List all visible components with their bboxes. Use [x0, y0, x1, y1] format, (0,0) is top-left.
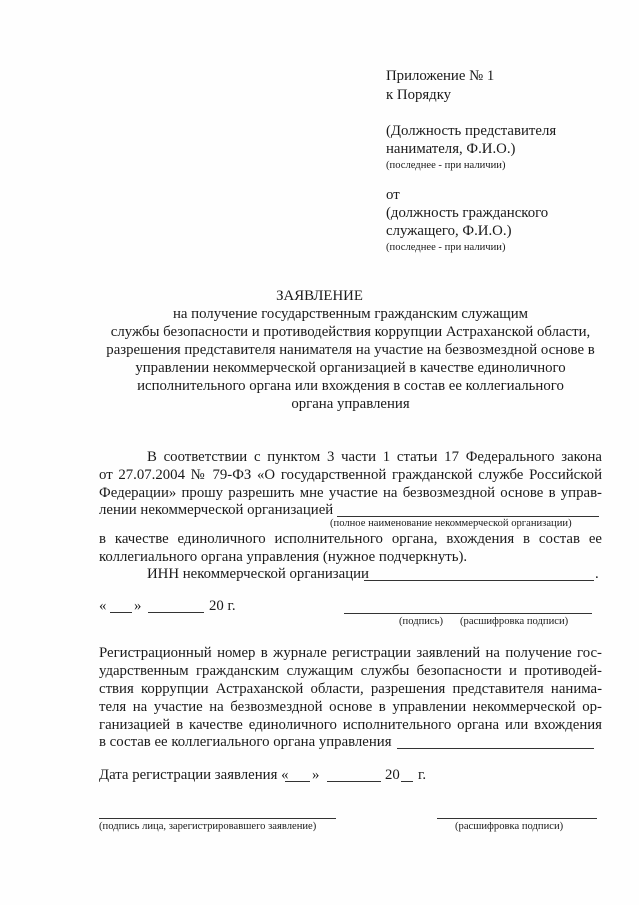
registration-line: ганизацией в качестве единоличного исполнительного органа или вхождения — [99, 717, 602, 733]
statement-line: В соответствии с пунктом 3 части 1 статьи 17 Федерального закона — [147, 449, 602, 465]
inn-end: . — [595, 566, 599, 582]
statement-line: лении некоммерческой организацией — [99, 502, 334, 518]
date-open-quote: « — [99, 598, 107, 614]
title-line: службы безопасности и противодействия коррупции Астраханской области, — [110, 324, 591, 340]
inn-label: ИНН некоммерческой организации — [147, 566, 369, 582]
org-name-note: (полное наименование некоммерческой организации) — [330, 518, 572, 529]
order-reference: к Порядку — [386, 87, 452, 103]
registration-line: теля на участие на безвозмездной основе в управлении некоммерческой ор- — [99, 699, 602, 715]
registration-number-field[interactable] — [397, 748, 594, 749]
statement-line: в качестве единоличного исполнительного органа, вхождения в состав ее — [99, 531, 602, 547]
title-line: разрешения представителя нанимателя на участие на безвозмездной основе в — [106, 342, 595, 358]
registration-date-close-quote: » — [312, 767, 320, 783]
from-label: от — [386, 187, 400, 203]
registration-date-year-end: г. — [418, 767, 427, 783]
registration-date-year: 20 — [385, 767, 400, 783]
registration-day-field[interactable] — [285, 781, 310, 782]
employer-position-line-2: нанимателя, Ф.И.О.) — [386, 141, 516, 157]
registration-line: в состав ее коллегиального органа управления — [99, 734, 392, 750]
registrar-signature-field[interactable] — [99, 818, 336, 819]
registration-year-field[interactable] — [401, 781, 413, 782]
registration-line: ударственным гражданским служащим службы безопасности и противодей- — [99, 663, 602, 679]
title-line: исполнительного органа или вхождения в состав ее коллегиального — [137, 378, 564, 394]
registrar-decoding-note: (расшифровка подписи) — [455, 821, 564, 832]
servant-patronymic-note: (последнее - при наличии) — [386, 242, 506, 253]
employer-position-line-1: (Должность представителя — [386, 123, 557, 139]
servant-position-line-1: (должность гражданского — [386, 205, 549, 221]
date-year: 20 г. — [209, 598, 236, 614]
title-line: управлении некоммерческой организацией в качестве единоличного — [135, 360, 566, 376]
date-close-quote: » — [134, 598, 142, 614]
employer-patronymic-note: (последнее - при наличии) — [386, 160, 506, 171]
registrar-signature-note: (подпись лица, зарегистрировавшего заявление) — [99, 821, 317, 832]
document-title: ЗАЯВЛЕНИЕ — [276, 288, 363, 304]
title-line: на получение государственным гражданским служащим — [173, 306, 528, 322]
decoding-note: (расшифровка подписи) — [460, 616, 569, 627]
date-month-field[interactable] — [148, 612, 204, 613]
statement-line: коллегиального органа управления (нужное подчеркнуть). — [99, 549, 468, 565]
registration-line: Регистрационный номер в журнале регистрации заявлений на получение гос- — [99, 645, 602, 661]
signature-note: (подпись) — [399, 616, 443, 627]
registration-month-field[interactable] — [327, 781, 381, 782]
statement-line: от 27.07.2004 № 79-ФЗ «О государственной гражданской службе Российской — [99, 467, 602, 483]
registrar-decoding-field[interactable] — [437, 818, 597, 819]
registration-date-label: Дата регистрации заявления « — [99, 767, 289, 783]
date-day-field[interactable] — [110, 612, 132, 613]
org-name-field[interactable] — [337, 516, 599, 517]
registration-line: ствия коррупции Астраханской области, разрешения представителя нанима- — [99, 681, 602, 697]
servant-position-line-2: служащего, Ф.И.О.) — [386, 223, 512, 239]
statement-line: Федерации» прошу разрешить мне участие на безвозмездной основе в управ- — [99, 485, 602, 501]
title-line: органа управления — [291, 396, 410, 412]
attachment-label: Приложение № 1 — [386, 68, 495, 84]
inn-field[interactable] — [364, 580, 594, 581]
signature-field[interactable] — [344, 613, 592, 614]
